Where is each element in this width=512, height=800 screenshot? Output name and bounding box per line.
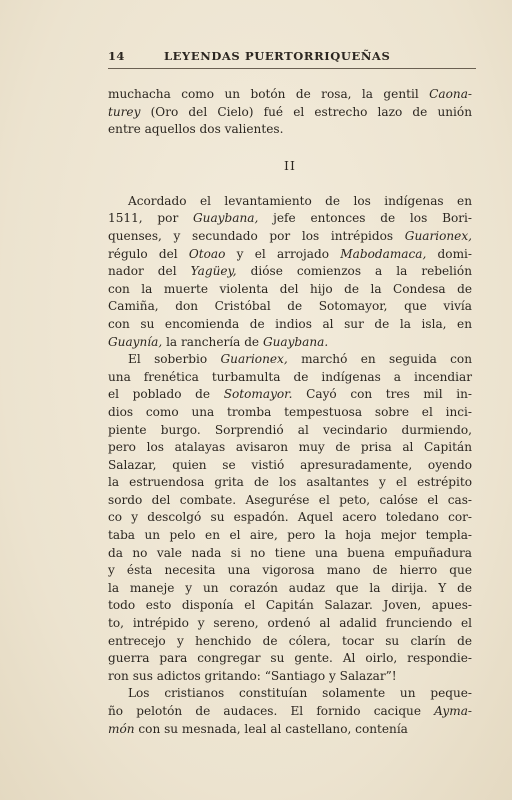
text-run: Cayó con tres mil in-	[292, 387, 473, 402]
text-line	[108, 703, 472, 721]
text-run: con su mesnada, leal al castellano, contenía	[134, 721, 408, 736]
text-run: y el arrojado	[225, 246, 341, 261]
text-line	[108, 668, 472, 686]
text-run: dióse comienzos a la rebelión	[236, 264, 472, 279]
italic-run: Sotomayor.	[223, 387, 293, 402]
paragraph	[108, 193, 472, 351]
text-run: marchó en seguida con	[287, 352, 472, 367]
text-run: taba un pelo en el aire, pero la hoja mejor templa-	[108, 528, 472, 543]
italic-run: Guaybana,	[193, 211, 259, 226]
paragraph	[108, 351, 472, 685]
italic-run: Otoao	[188, 246, 226, 261]
body-text	[108, 86, 472, 738]
page-mark	[483, 388, 489, 400]
text-run: y ésta necesita una vigorosa mano de hierro que	[108, 563, 472, 578]
text-run: todo esto disponía el Capitán Salazar. Joven, apues-	[108, 598, 472, 613]
text-run: la ranchería de	[162, 334, 263, 349]
text-line	[108, 228, 472, 246]
text-run: dios como una tromba tempestuosa sobre el inci-	[108, 404, 472, 419]
header-rule	[108, 68, 476, 69]
text-line	[108, 404, 472, 422]
text-run: entre aquellos dos valientes.	[108, 122, 284, 137]
text-line	[108, 281, 472, 299]
text-run: Los cristianos constituían solamente un peque-	[128, 686, 472, 701]
italic-run: Guaybana.	[262, 334, 329, 349]
text-line	[108, 334, 472, 352]
paragraph-continued	[108, 86, 472, 139]
text-line	[108, 562, 472, 580]
text-run: co y descolgó su espadón. Aquel acero toledano cor-	[108, 510, 472, 525]
text-run: el poblado de	[108, 387, 224, 402]
text-line	[108, 316, 472, 334]
text-line	[108, 685, 472, 703]
running-title: LEYENDAS PUERTORRIQUEÑAS	[164, 49, 391, 63]
text-run: Camiña, don Cristóbal de Sotomayor, que vivía	[108, 299, 472, 314]
text-line	[108, 457, 472, 475]
text-line	[108, 351, 472, 369]
italic-run: Caona-	[429, 87, 472, 101]
text-line	[108, 246, 472, 264]
text-run: la estruendosa grita de los asaltantes y el estrépito	[108, 475, 472, 490]
text-line	[108, 615, 472, 633]
text-run: to, intrépido y sereno, ordenó al adalid frunciendo el	[108, 616, 472, 631]
italic-run: Guarionex,	[404, 228, 472, 243]
text-line	[108, 104, 472, 122]
italic-run: Guarionex,	[220, 352, 288, 367]
text-line	[108, 86, 472, 104]
text-line	[108, 597, 472, 615]
text-run: ron sus adictos gritando: “Santiago y Salazar”!	[108, 668, 397, 683]
text-line	[108, 721, 472, 739]
text-line	[108, 193, 472, 211]
text-run: sordo del combate. Asegurése el peto, calóse el cas-	[108, 492, 472, 507]
text-run: Acordado el levantamiento de los indígenas en	[128, 193, 472, 208]
text-run: con su encomienda de indios al sur de la isla, en	[108, 316, 472, 331]
text-line	[108, 492, 472, 510]
text-line	[108, 439, 472, 457]
text-run: la maneje y un corazón audaz que la dirija. Y de	[108, 580, 472, 595]
text-line	[108, 369, 472, 387]
page-number: 14	[108, 49, 125, 63]
text-line	[108, 210, 472, 228]
paragraph	[108, 685, 472, 738]
text-line	[108, 580, 472, 598]
text-run: 1511, por	[108, 211, 194, 226]
text-run: con la muerte violenta del hijo de la Condesa de	[108, 281, 472, 296]
text-line	[108, 298, 472, 316]
italic-run: Mabodamaca,	[340, 246, 427, 261]
text-line	[108, 527, 472, 545]
text-run: El soberbio	[128, 352, 221, 367]
italic-run: Ayma-	[434, 704, 472, 718]
text-run: muchacha como un botón de rosa, la gentil	[108, 87, 430, 101]
text-run: domi-	[426, 246, 473, 261]
text-run: nador del	[108, 264, 191, 279]
text-run: régulo del	[108, 246, 189, 261]
text-line	[108, 474, 472, 492]
text-run: guerra para congregar su gente. Al oirlo, respondie-	[108, 651, 472, 666]
italic-run: món	[108, 721, 135, 736]
text-line	[108, 633, 472, 651]
text-line	[108, 545, 472, 563]
text-run: Salazar, quien se vistió apresuradamente, oyendo	[108, 457, 472, 472]
text-run: ño pelotón de audaces. El fornido cacique	[108, 704, 435, 718]
text-line	[108, 121, 472, 139]
section-numeral: II	[284, 157, 296, 173]
italic-run: Yagüey,	[190, 264, 237, 279]
text-line	[108, 386, 472, 404]
text-run: pero los atalayas avisaron muy de prisa al Capitán	[108, 440, 472, 455]
italic-run: Guaynía,	[108, 334, 163, 349]
text-run: piente burgo. Sorprendió al vecindario durmiendo,	[108, 422, 472, 437]
text-line	[108, 263, 472, 281]
italic-run: turey	[108, 104, 141, 119]
text-line	[108, 422, 472, 440]
text-line	[108, 509, 472, 527]
page-header	[108, 49, 476, 69]
text-run: entrecejo y henchido de cólera, tocar su clarín de	[108, 633, 472, 648]
text-line	[108, 650, 472, 668]
text-run: una frenética turbamulta de indígenas a incendiar	[108, 369, 472, 384]
text-run: jefe entonces de los Bori-	[258, 211, 472, 226]
text-run: da no vale nada si no tiene una buena empuñadura	[108, 545, 472, 560]
text-run: (Oro del Cielo) fué el estrecho lazo de unión	[140, 104, 472, 119]
text-run: quenses, y secundado por los intrépidos	[108, 228, 405, 243]
